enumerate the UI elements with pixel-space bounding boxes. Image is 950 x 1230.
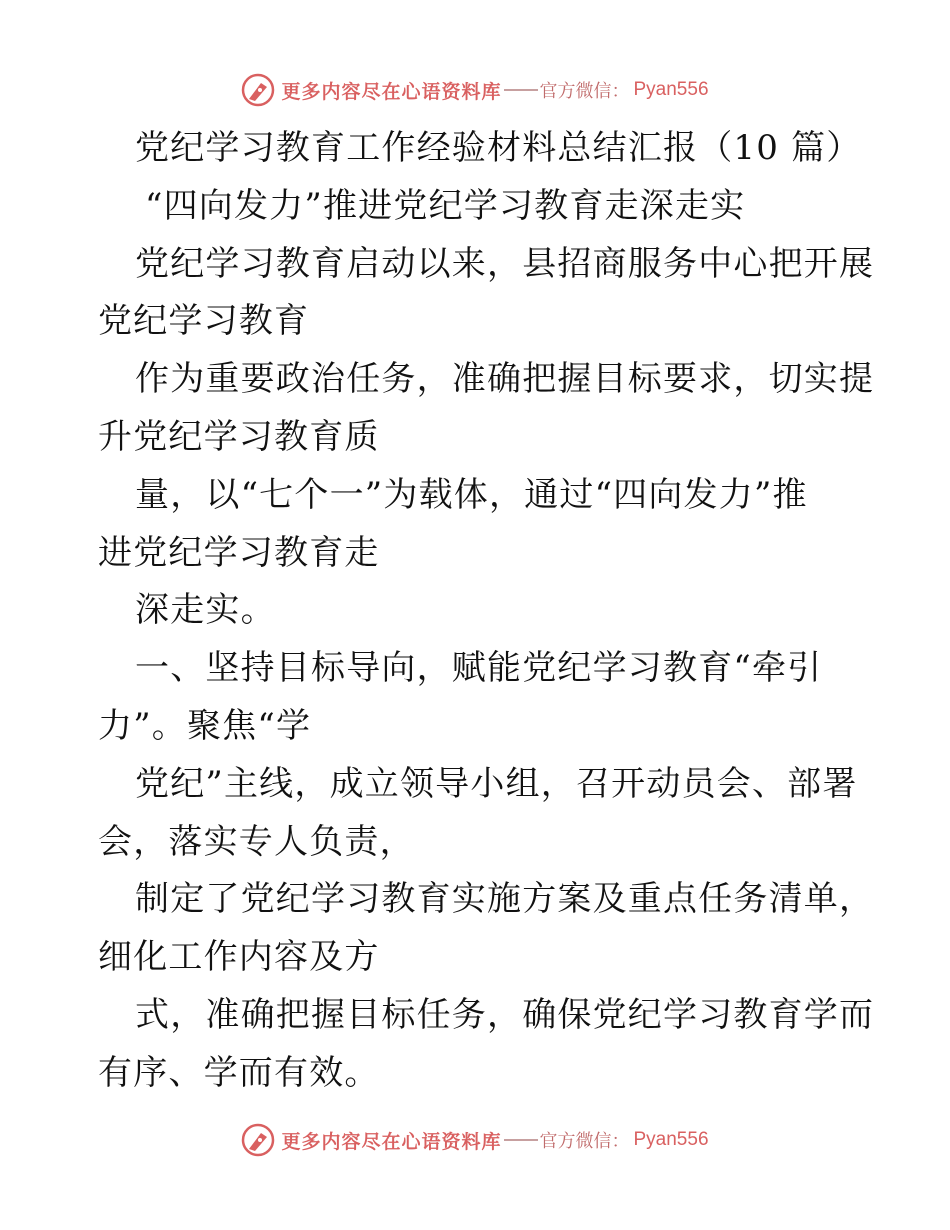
paragraph-line: 会，落实专人负责， — [98, 821, 415, 862]
banner-dash — [504, 1139, 538, 1141]
header-watermark-banner — [0, 70, 950, 110]
banner-wechat-id: Pyan556 — [633, 1129, 709, 1150]
paragraph-line: 党纪学习教育启动以来，县招商服务中心把开展 — [135, 243, 875, 284]
document-subtitle: “四向发力”推进党纪学习教育走深走实 — [145, 185, 746, 226]
paragraph-line: 进党纪学习教育走 — [98, 532, 380, 573]
footer-watermark-banner — [0, 1120, 950, 1160]
paragraph-line: 量，以“七个一”为载体，通过“四向发力”推 — [135, 474, 808, 515]
banner-brand-text: 更多内容尽在心语资料库 — [281, 1130, 502, 1153]
banner-official-label: 官方微信： — [539, 81, 630, 102]
paragraph-line: 深走实。 — [135, 590, 276, 631]
banner-dash — [504, 89, 538, 91]
banner-wechat-id: Pyan556 — [633, 79, 709, 100]
paragraph-line: 制定了党纪学习教育实施方案及重点任务清单， — [135, 879, 875, 920]
pen-nib-logo-icon — [241, 1123, 275, 1157]
document-body — [98, 120, 875, 1103]
paragraph-line: 升党纪学习教育质 — [98, 416, 380, 457]
paragraph-line: 力”。聚焦“学 — [98, 705, 312, 746]
paragraph-line: 党纪”主线，成立领导小组，召开动员会、部署 — [135, 763, 858, 804]
paragraph-line: 有序、学而有效。 — [98, 1052, 380, 1093]
pen-nib-logo-icon — [241, 73, 275, 107]
paragraph-line: 作为重要政治任务，准确把握目标要求，切实提 — [135, 359, 875, 400]
paragraph-line: 细化工作内容及方 — [98, 937, 380, 978]
section-heading-line: 一、坚持目标导向，赋能党纪学习教育“牵引 — [135, 648, 823, 689]
paragraph-line: 党纪学习教育 — [98, 301, 310, 342]
banner-official-label: 官方微信： — [539, 1131, 630, 1152]
document-title: 党纪学习教育工作经验材料总结汇报（10 篇） — [135, 128, 862, 168]
paragraph-line: 式，准确把握目标任务，确保党纪学习教育学而 — [135, 994, 875, 1035]
banner-brand-text: 更多内容尽在心语资料库 — [281, 80, 502, 103]
